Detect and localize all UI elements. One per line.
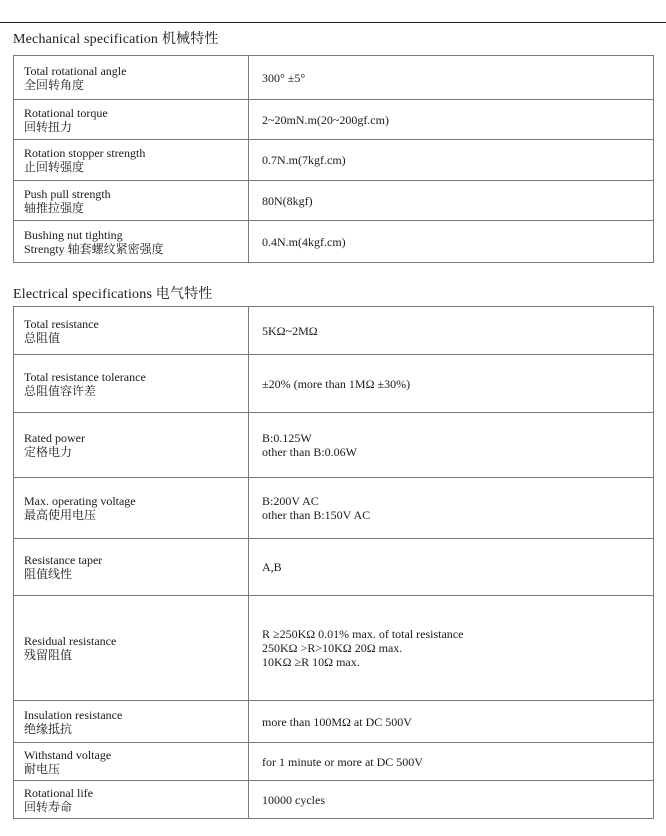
value-line: 0.4N.m(4kgf.cm)	[262, 234, 346, 249]
value-line: 5KΩ~2MΩ	[262, 323, 318, 338]
label-cn: 总阻值容许差	[24, 383, 97, 398]
label-en: Rotational life	[24, 785, 93, 800]
label-en: Resistance taper	[24, 553, 103, 567]
label-cn: 全回转角度	[24, 77, 85, 92]
label-cn: 止回转强度	[24, 160, 85, 174]
label-en: Total resistance	[24, 316, 99, 331]
electrical-value-cell	[249, 355, 654, 413]
electrical-value-cell	[249, 307, 654, 355]
mechanical-label-cell	[14, 140, 249, 181]
mechanical-row	[14, 140, 654, 181]
electrical-section-title: Electrical specifications 电气特性	[13, 287, 213, 302]
electrical-label-cell	[14, 743, 249, 781]
electrical-label-cell	[14, 355, 249, 413]
value-line: 10000 cycles	[262, 792, 325, 807]
value-line: 0.7N.m(7kgf.cm)	[262, 153, 346, 167]
electrical-row	[14, 478, 654, 539]
label-en: Rated power	[24, 431, 85, 445]
value-line: A,B	[262, 560, 282, 574]
value-line: 10KΩ ≥R 10Ω max.	[262, 655, 360, 669]
electrical-spec-table	[13, 306, 654, 819]
label-en: Insulation resistance	[24, 707, 123, 722]
mechanical-value-cell	[249, 56, 654, 100]
mechanical-row	[14, 221, 654, 263]
electrical-row	[14, 307, 654, 355]
electrical-row	[14, 413, 654, 478]
label-cn: 回转寿命	[24, 799, 73, 814]
label-cn: 轴推拉强度	[24, 200, 85, 215]
value-line: B:200V AC	[262, 494, 319, 508]
label-en: Residual resistance	[24, 634, 117, 648]
value-line: more than 100MΩ at DC 500V	[262, 714, 412, 729]
electrical-label-cell	[14, 539, 249, 596]
electrical-value-cell	[249, 413, 654, 478]
label-en: Bushing nut tighting	[24, 227, 123, 242]
electrical-row	[14, 701, 654, 743]
top-rule	[0, 22, 666, 23]
label-en: Rotation stopper strength	[24, 146, 146, 160]
label-cn: 绝缘抵抗	[24, 721, 73, 736]
mechanical-label-cell	[14, 100, 249, 140]
electrical-label-cell	[14, 413, 249, 478]
label-en: Push pull strength	[24, 186, 111, 201]
label-en: Max. operating voltage	[24, 494, 136, 508]
label-cn: 总阻值	[24, 330, 61, 345]
value-line: ±20% (more than 1MΩ ±30%)	[262, 376, 411, 391]
electrical-row	[14, 596, 654, 701]
mechanical-row	[14, 181, 654, 221]
electrical-label-cell	[14, 781, 249, 819]
mechanical-section-title: Mechanical specification 机械特性	[13, 32, 219, 47]
label-cn: 残留阻值	[24, 648, 73, 662]
label-cn: Strengty 轴套螺纹紧密强度	[24, 241, 164, 256]
electrical-value-cell	[249, 701, 654, 743]
label-cn: 阻值线性	[24, 567, 73, 581]
electrical-label-cell	[14, 478, 249, 539]
mechanical-label-cell	[14, 181, 249, 221]
value-line: 80N(8kgf)	[262, 193, 313, 208]
mechanical-row	[14, 56, 654, 100]
mechanical-value-cell	[249, 100, 654, 140]
label-cn: 回转扭力	[24, 119, 73, 134]
value-line: 250KΩ >R>10KΩ 20Ω max.	[262, 641, 403, 655]
label-en: Total resistance tolerance	[24, 369, 146, 384]
electrical-row	[14, 781, 654, 819]
electrical-value-cell	[249, 596, 654, 701]
electrical-row	[14, 743, 654, 781]
electrical-label-cell	[14, 596, 249, 701]
value-line: other than B:150V AC	[262, 508, 371, 522]
mechanical-label-cell	[14, 56, 249, 100]
mechanical-spec-table	[13, 55, 654, 263]
electrical-label-cell	[14, 701, 249, 743]
label-cn: 耐电压	[24, 761, 61, 776]
mechanical-label-cell	[14, 221, 249, 263]
mechanical-value-cell	[249, 221, 654, 263]
value-line: B:0.125W	[262, 431, 312, 445]
label-cn: 最高使用电压	[24, 508, 97, 522]
label-en: Withstand voltage	[24, 747, 112, 762]
label-en: Rotational torque	[24, 105, 108, 120]
mechanical-value-cell	[249, 181, 654, 221]
mechanical-value-cell	[249, 140, 654, 181]
mechanical-row	[14, 100, 654, 140]
value-line: other than B:0.06W	[262, 445, 357, 459]
electrical-row	[14, 539, 654, 596]
label-en: Total rotational angle	[24, 63, 127, 78]
electrical-value-cell	[249, 781, 654, 819]
value-line: R ≥250KΩ 0.01% max. of total resistance	[262, 627, 464, 641]
value-line: 2~20mN.m(20~200gf.cm)	[262, 112, 389, 127]
electrical-value-cell	[249, 743, 654, 781]
electrical-row	[14, 355, 654, 413]
electrical-value-cell	[249, 539, 654, 596]
electrical-label-cell	[14, 307, 249, 355]
electrical-value-cell	[249, 478, 654, 539]
value-line: 300° ±5°	[262, 70, 306, 85]
value-line: for 1 minute or more at DC 500V	[262, 754, 423, 769]
label-cn: 定格电力	[24, 445, 73, 459]
